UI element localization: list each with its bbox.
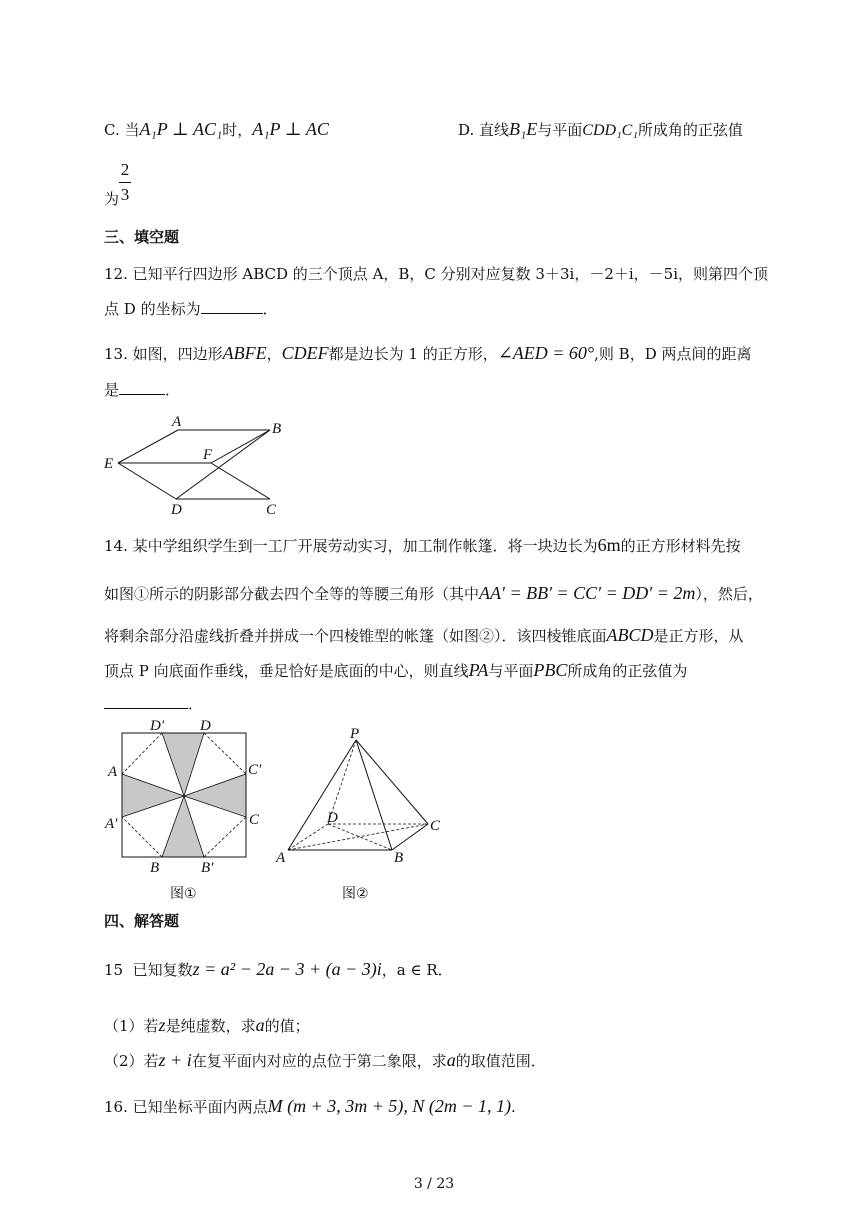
fold-line-tr <box>204 733 246 774</box>
q13-text-b: 都是边长为 1 的正方形， <box>328 345 498 363</box>
q15-p2-b: 在复平面内对应的点位于第二象限，求 <box>191 1052 447 1070</box>
q13-answer-blank[interactable] <box>119 378 165 395</box>
label-F: F <box>203 447 213 463</box>
label-A: A <box>172 414 182 430</box>
q14-line3 <box>104 624 744 647</box>
section-4-heading: 四、解答题 <box>104 912 180 930</box>
q14-line4 <box>104 659 687 682</box>
option-d-tail: 所成角的正弦值 <box>637 121 743 139</box>
q15-condition: ，a ∈ R． <box>381 961 453 979</box>
fraction-two-thirds <box>119 160 131 205</box>
shaded-triangle-left <box>122 774 184 817</box>
q14-text-3a: 将剩余部分沿虚线折叠并拼成一个四棱锥型的帐篷（如图②）．该四棱锥底面 <box>104 627 607 645</box>
label-P: P <box>350 726 360 742</box>
q12-line1: 12. 已知平行四边形 ABCD 的三个顶点 A，B，C 分别对应复数 3＋3i，－2＋i，－5i，则第四个顶 <box>104 265 769 283</box>
edge-PC <box>356 740 428 824</box>
q14-text-2b: ），然后， <box>695 585 763 603</box>
q16-expression: M (m + 3, 3m + 5), N (2m − 1, 1) <box>267 1096 512 1116</box>
edge-BC <box>392 824 428 850</box>
q15-number: 15 <box>104 961 124 979</box>
label-D: D <box>327 810 338 826</box>
option-c-result: A₁P ⊥ AC <box>252 119 329 139</box>
q13-text-c: ,则 B，D 两点间的距离 <box>594 345 752 363</box>
q14-text-2a: 如图①所示的阴影部分截去四个全等的等腰三角形（其中 <box>104 585 480 603</box>
q12-answer-blank[interactable] <box>201 297 263 314</box>
option-c-condition: A₁P ⊥ AC₁ <box>139 119 223 139</box>
q14-end: ． <box>188 695 204 713</box>
option-d-label: D. 直线 <box>458 121 510 139</box>
q14-text-3b: 是正方形，从 <box>653 627 744 645</box>
q14-side: 6m <box>597 535 621 555</box>
q12-text: 点 D 的坐标为 <box>104 300 201 318</box>
figure-1-caption: 图① <box>170 886 197 902</box>
q14-line2 <box>104 582 763 605</box>
q13-sep: ， <box>266 345 282 363</box>
q15-p2-a: （2）若 <box>104 1052 159 1070</box>
q14-figure-2 <box>270 724 450 908</box>
figure-2-caption: 图② <box>342 886 369 902</box>
q15-p1-a2: a <box>255 1015 265 1035</box>
q15-p1-b: 是纯虚数，求 <box>165 1017 256 1035</box>
label-Bp: B′ <box>201 860 214 876</box>
q15-p2-a2: a <box>446 1050 456 1070</box>
q16-intro: 16. 已知坐标平面内两点 <box>104 1098 268 1116</box>
q15-p2-c: 的取值范围． <box>455 1052 546 1070</box>
q13-text-a: 13. 如图，四边形 <box>104 345 223 363</box>
page-number: 3 / 23 <box>413 1176 455 1192</box>
fold-line-tl <box>122 733 162 774</box>
edge-EA <box>118 430 178 463</box>
label-D: D <box>200 718 211 734</box>
shaded-triangle-bottom <box>162 796 204 857</box>
q14-base: ABCD <box>606 625 654 645</box>
edge-PA <box>288 740 356 850</box>
label-Dp: D′ <box>150 718 165 734</box>
fraction-bar <box>119 182 131 183</box>
q13-shape2: CDEF <box>281 343 329 363</box>
diagonal-AC <box>288 824 428 850</box>
edge-DB <box>176 430 270 499</box>
q13-angle: ∠AED = 60° <box>497 343 595 363</box>
edge-BF <box>211 430 270 463</box>
q16-end: . <box>511 1098 516 1116</box>
fold-line-bl <box>122 817 162 857</box>
label-D: D <box>171 502 182 518</box>
fold-line-br <box>204 817 246 857</box>
shaded-triangle-right <box>184 774 246 817</box>
q12-line2 <box>104 297 278 320</box>
edge-FC <box>211 463 270 499</box>
label-Ap: A′ <box>105 816 118 832</box>
option-c-label: C. 当 <box>104 121 140 139</box>
q13-figure <box>96 410 296 520</box>
q15-p1-z: z <box>158 1015 166 1035</box>
label-A: A <box>276 850 286 866</box>
q14-text-4b: 与平面 <box>488 662 534 680</box>
edge-PB <box>356 740 392 850</box>
label-E: E <box>104 456 114 472</box>
fraction-denominator: 3 <box>120 185 130 204</box>
q14-text-4c: 所成角的正弦值为 <box>567 662 688 680</box>
label-Cp: C′ <box>248 762 262 778</box>
q14-text-4a: 顶点 P 向底面作垂线，垂足恰好是底面的中心，则直线 <box>104 662 469 680</box>
label-C: C <box>249 812 260 828</box>
q14-text-1a: 14. 某中学组织学生到一工厂开展劳动实习，加工制作帐篷．将一块边长为 <box>104 537 598 555</box>
option-d-plane: CDD₁C₁ <box>582 122 638 139</box>
q15-p1-a: （1）若 <box>104 1017 159 1035</box>
label-B: B <box>394 850 404 866</box>
q15-part2 <box>104 1049 546 1072</box>
option-d-line: B₁E <box>509 119 538 139</box>
label-B: B <box>272 421 282 437</box>
label-C: C <box>430 818 441 834</box>
shaded-triangle-top <box>162 733 204 796</box>
option-c <box>104 118 329 141</box>
option-c-connector: 时， <box>222 121 253 139</box>
q14-pa: PA <box>468 660 489 680</box>
option-d-wrap <box>104 188 119 210</box>
q13-text-2: 是 <box>104 381 120 399</box>
q15-p1-c: 的值； <box>264 1017 310 1035</box>
edge-ED <box>118 463 176 499</box>
option-d-connector: 与平面 <box>537 121 583 139</box>
option-d <box>458 118 743 142</box>
label-C: C <box>266 502 277 518</box>
q13-line2 <box>104 378 180 401</box>
q14-line5 <box>104 692 203 715</box>
q14-text-1b: 的正方形材料先按 <box>620 537 741 555</box>
q12-end: ． <box>262 300 278 318</box>
q14-figure-1 <box>100 716 280 908</box>
q14-pbc: PBC <box>533 660 568 680</box>
q13-end: ． <box>165 381 181 399</box>
diagonal-DB <box>328 824 392 850</box>
section-3-heading: 三、填空题 <box>104 228 180 246</box>
q15-p2-z: z + i <box>158 1050 192 1070</box>
q13-shape1: ABFE <box>222 343 267 363</box>
q14-answer-blank[interactable] <box>104 692 188 709</box>
q16-statement <box>104 1095 516 1118</box>
q14-equation: AA′ = BB′ = CC′ = DD′ = 2m <box>479 583 696 603</box>
label-A: A <box>108 764 118 780</box>
q15-expression: z = a² − 2a − 3 + (a − 3)i <box>192 959 382 979</box>
q15-intro: 已知复数 <box>132 961 193 979</box>
fraction-numerator: 2 <box>120 160 130 179</box>
option-d-wrap-text: 为 <box>104 190 120 208</box>
q14-line1 <box>104 534 741 557</box>
q15-part1 <box>104 1014 310 1037</box>
q15-statement <box>104 958 453 981</box>
q13-line1 <box>104 342 752 365</box>
label-B: B <box>150 860 160 876</box>
